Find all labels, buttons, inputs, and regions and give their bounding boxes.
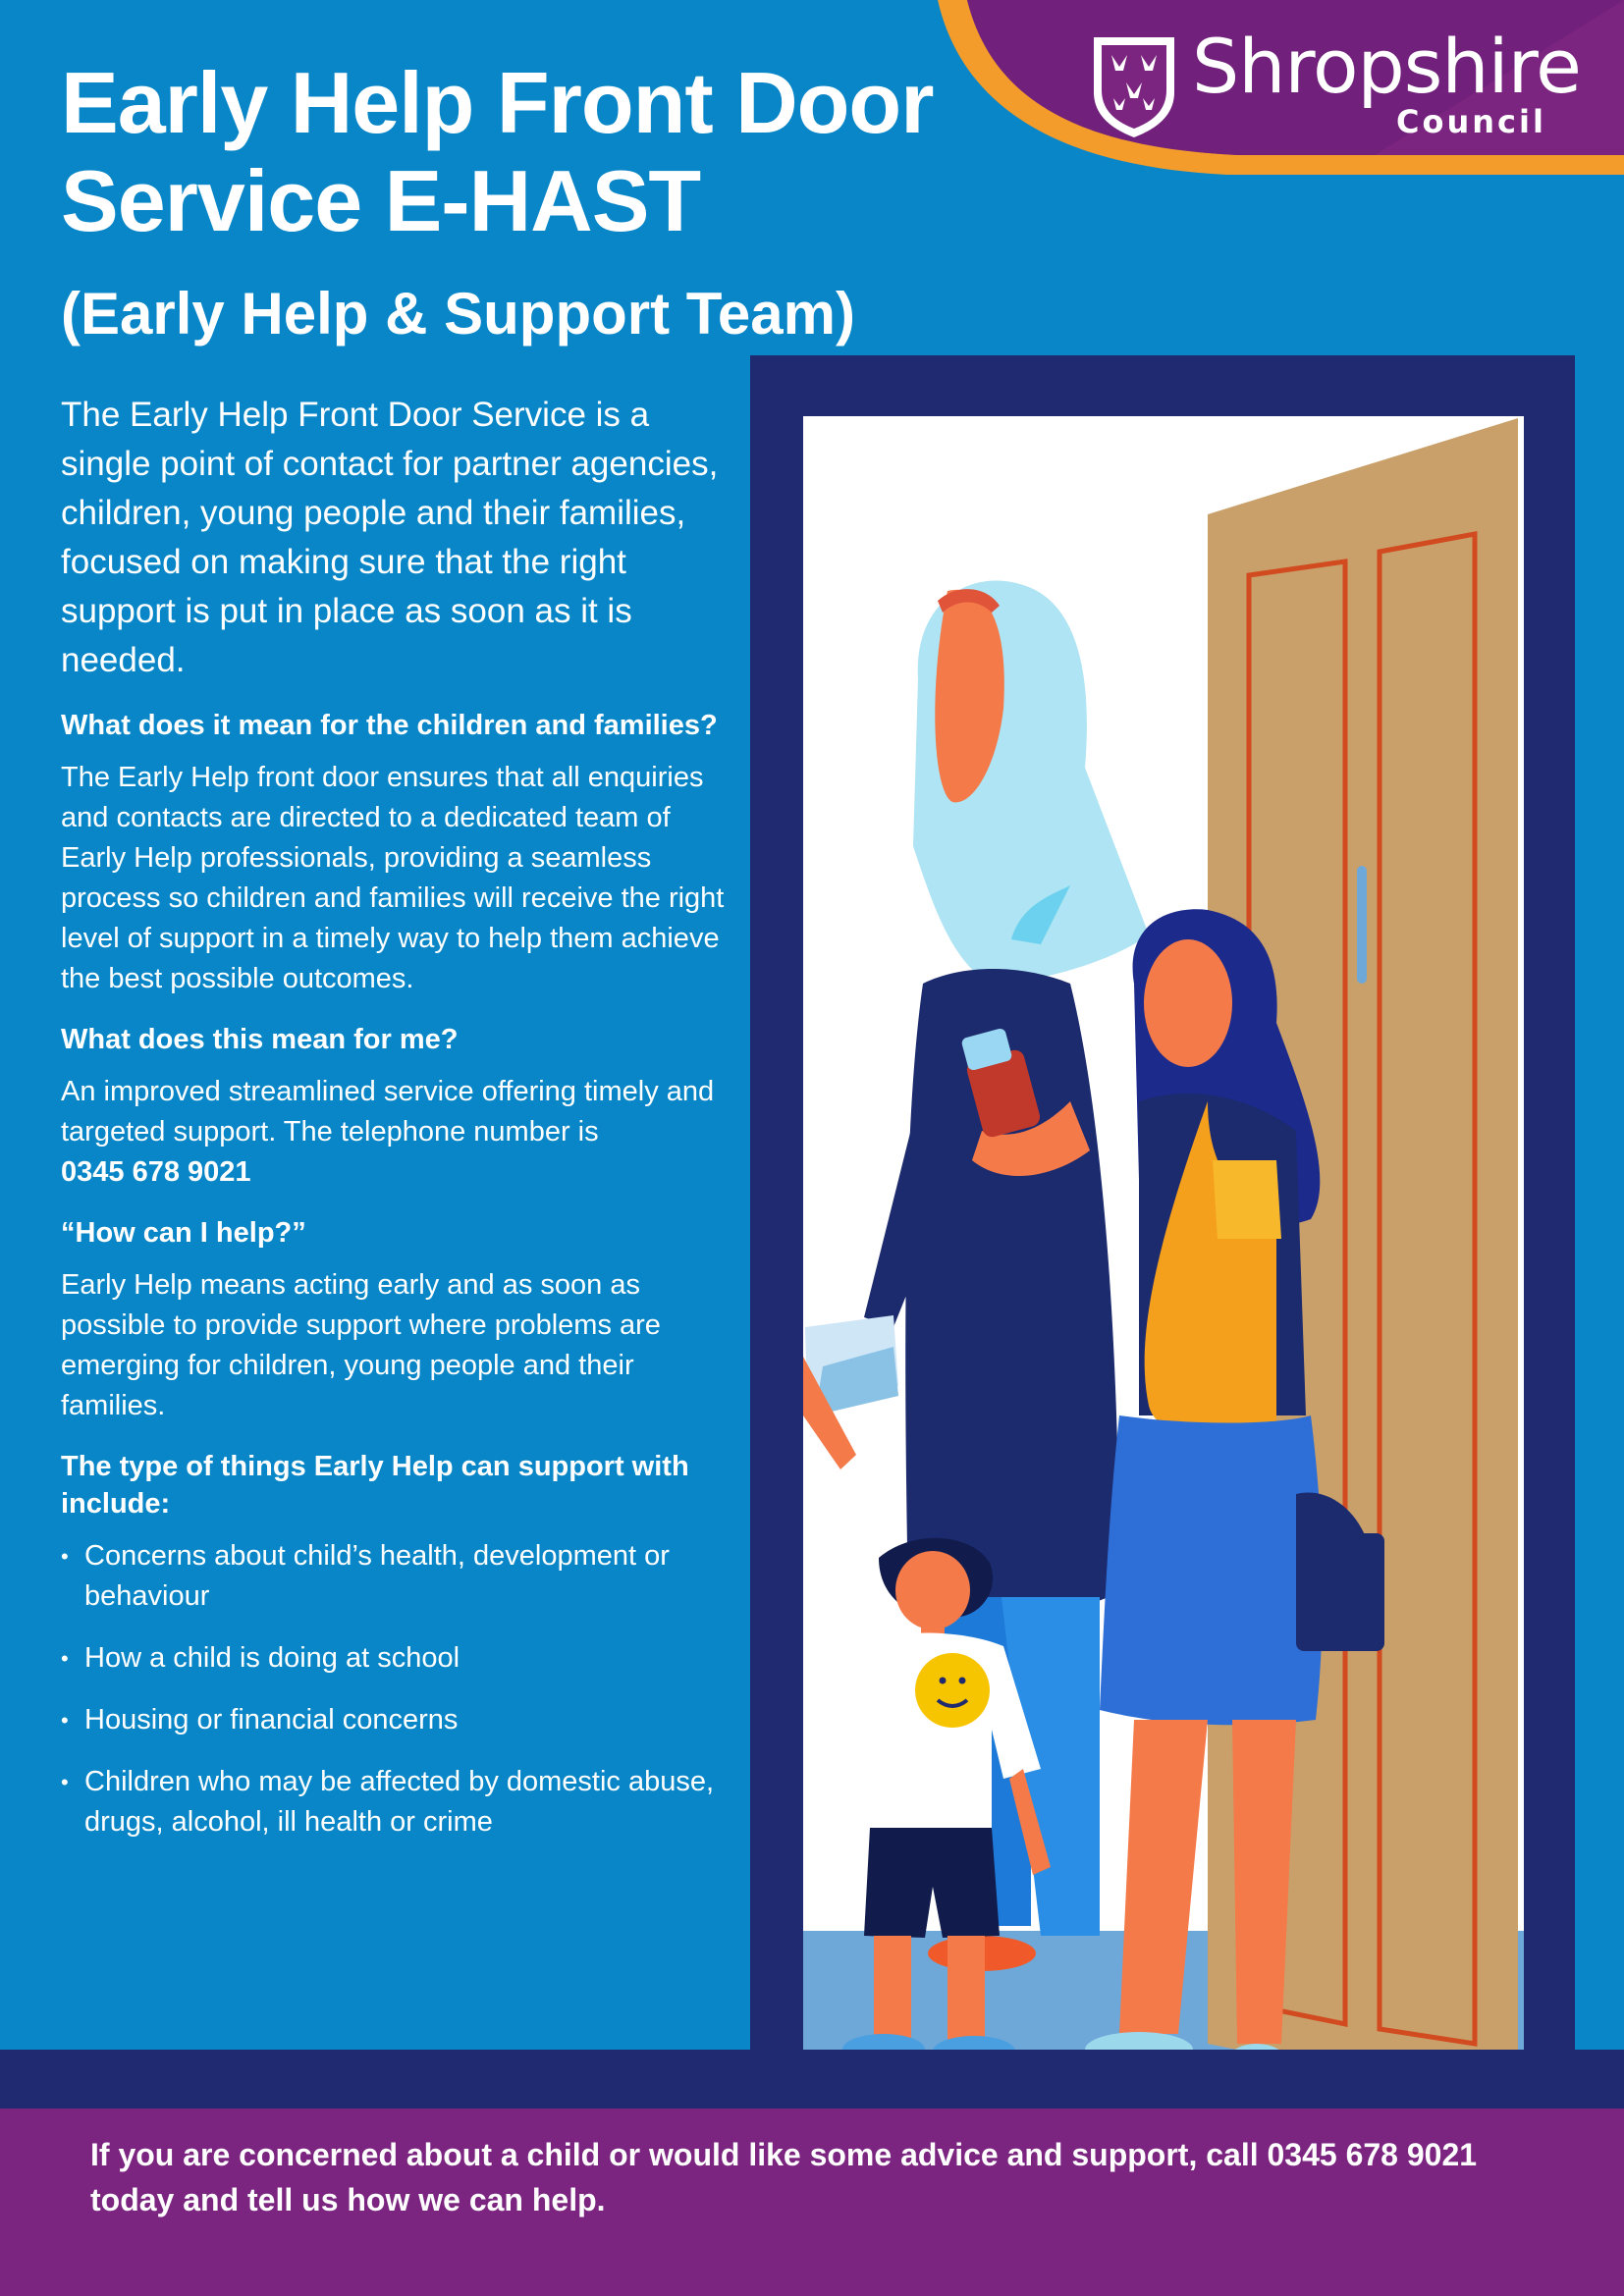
- body-copy: [61, 391, 729, 1864]
- intro-paragraph: The Early Help Front Door Service is a single point of contact for partner agencies, children, young people and their families, focused on making sure that the right support is put in place as soon as it is needed.: [61, 396, 719, 679]
- shropshire-council-logo: [1090, 23, 1581, 157]
- footer-call-to-action: If you are concerned about a child or would like some advice and support, call 0345 678 9021 today and tell us how we can help.: [90, 2137, 1478, 2217]
- section-heading-help: “How can I help?”: [61, 1217, 306, 1249]
- title-line-2: Service E-HAST: [61, 152, 701, 249]
- title-line-1: Early Help Front Door: [61, 54, 934, 151]
- crest-icon: [1090, 33, 1178, 139]
- section-heading-me: What does this mean for me?: [61, 1024, 459, 1055]
- page-title: [61, 54, 933, 250]
- list-item: • Housing or financial concerns: [61, 1700, 729, 1740]
- page-subtitle: (Early Help & Support Team): [61, 281, 856, 347]
- section-body-children: The Early Help front door ensures that all enquiries and contacts are directed to a dedicated team of Early Help professionals, providing a seamless process so children and families will receive the right level of support in a timely way to help them achieve the best possible outcomes.: [61, 762, 725, 994]
- footer-band: [0, 2050, 1624, 2109]
- section-heading-children: What does it mean for the children and families?: [61, 710, 718, 741]
- section-body-help: Early Help means acting early and as soon as possible to provide support where problems are emerging for children, young people and their families.: [61, 1269, 661, 1421]
- section-heading-support-types: The type of things Early Help can support with include:: [61, 1451, 689, 1520]
- section-body-me: [61, 1072, 729, 1193]
- support-types-list: [61, 1536, 729, 1842]
- section-body-me-text: An improved streamlined service offering timely and targeted support. The telephone number is: [61, 1076, 715, 1148]
- logo-name: Shropshire: [1192, 23, 1581, 110]
- list-item: • How a child is doing at school: [61, 1638, 729, 1679]
- family-at-door-illustration: [746, 355, 1624, 2107]
- list-item: • Concerns about child’s health, development or behaviour: [61, 1536, 729, 1617]
- list-item: • Children who may be affected by domestic abuse, drugs, alcohol, ill health or crime: [61, 1762, 729, 1842]
- phone-number[interactable]: 0345 678 9021: [61, 1156, 251, 1188]
- logo-subtitle: Council: [1396, 103, 1546, 140]
